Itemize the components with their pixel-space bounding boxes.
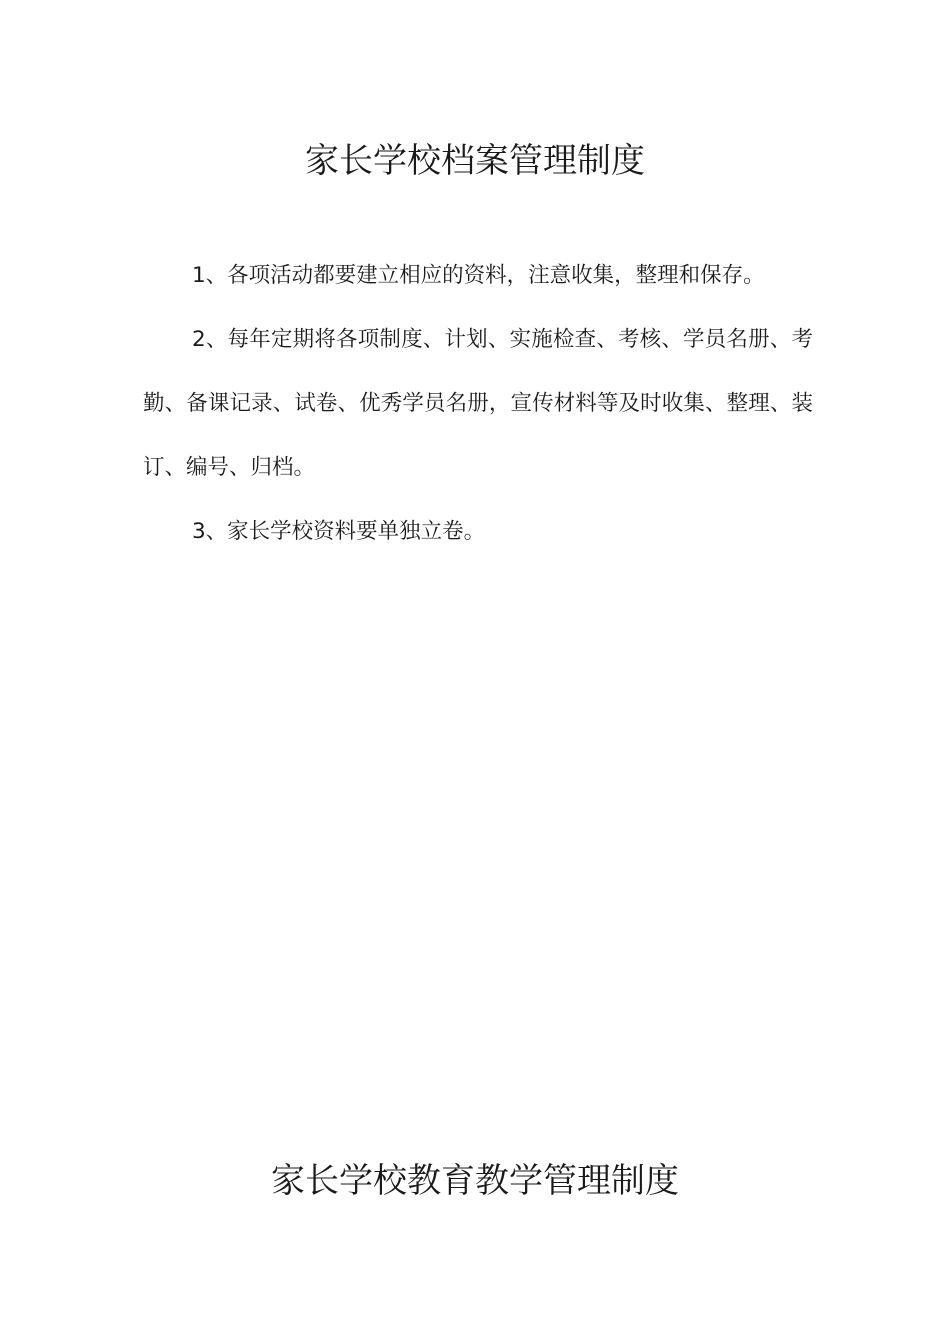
- page-title: 家长学校档案管理制度: [305, 140, 645, 181]
- paragraph-1: 1、各项活动都要建立相应的资料，注意收集，整理和保存。: [192, 263, 765, 288]
- paragraph-2: 2、每年定期将各项制度、计划、实施检查、考核、学员名册、考勤、备课记录、试卷、优秀学员名册，宣传材料等及时收集、整理、装订、编号、归档。: [143, 327, 813, 480]
- paragraph-3: 3、家长学校资料要单独立卷。: [192, 519, 486, 544]
- next-section-title: 家长学校教育教学管理制度: [271, 1160, 679, 1201]
- document-body: [143, 244, 813, 564]
